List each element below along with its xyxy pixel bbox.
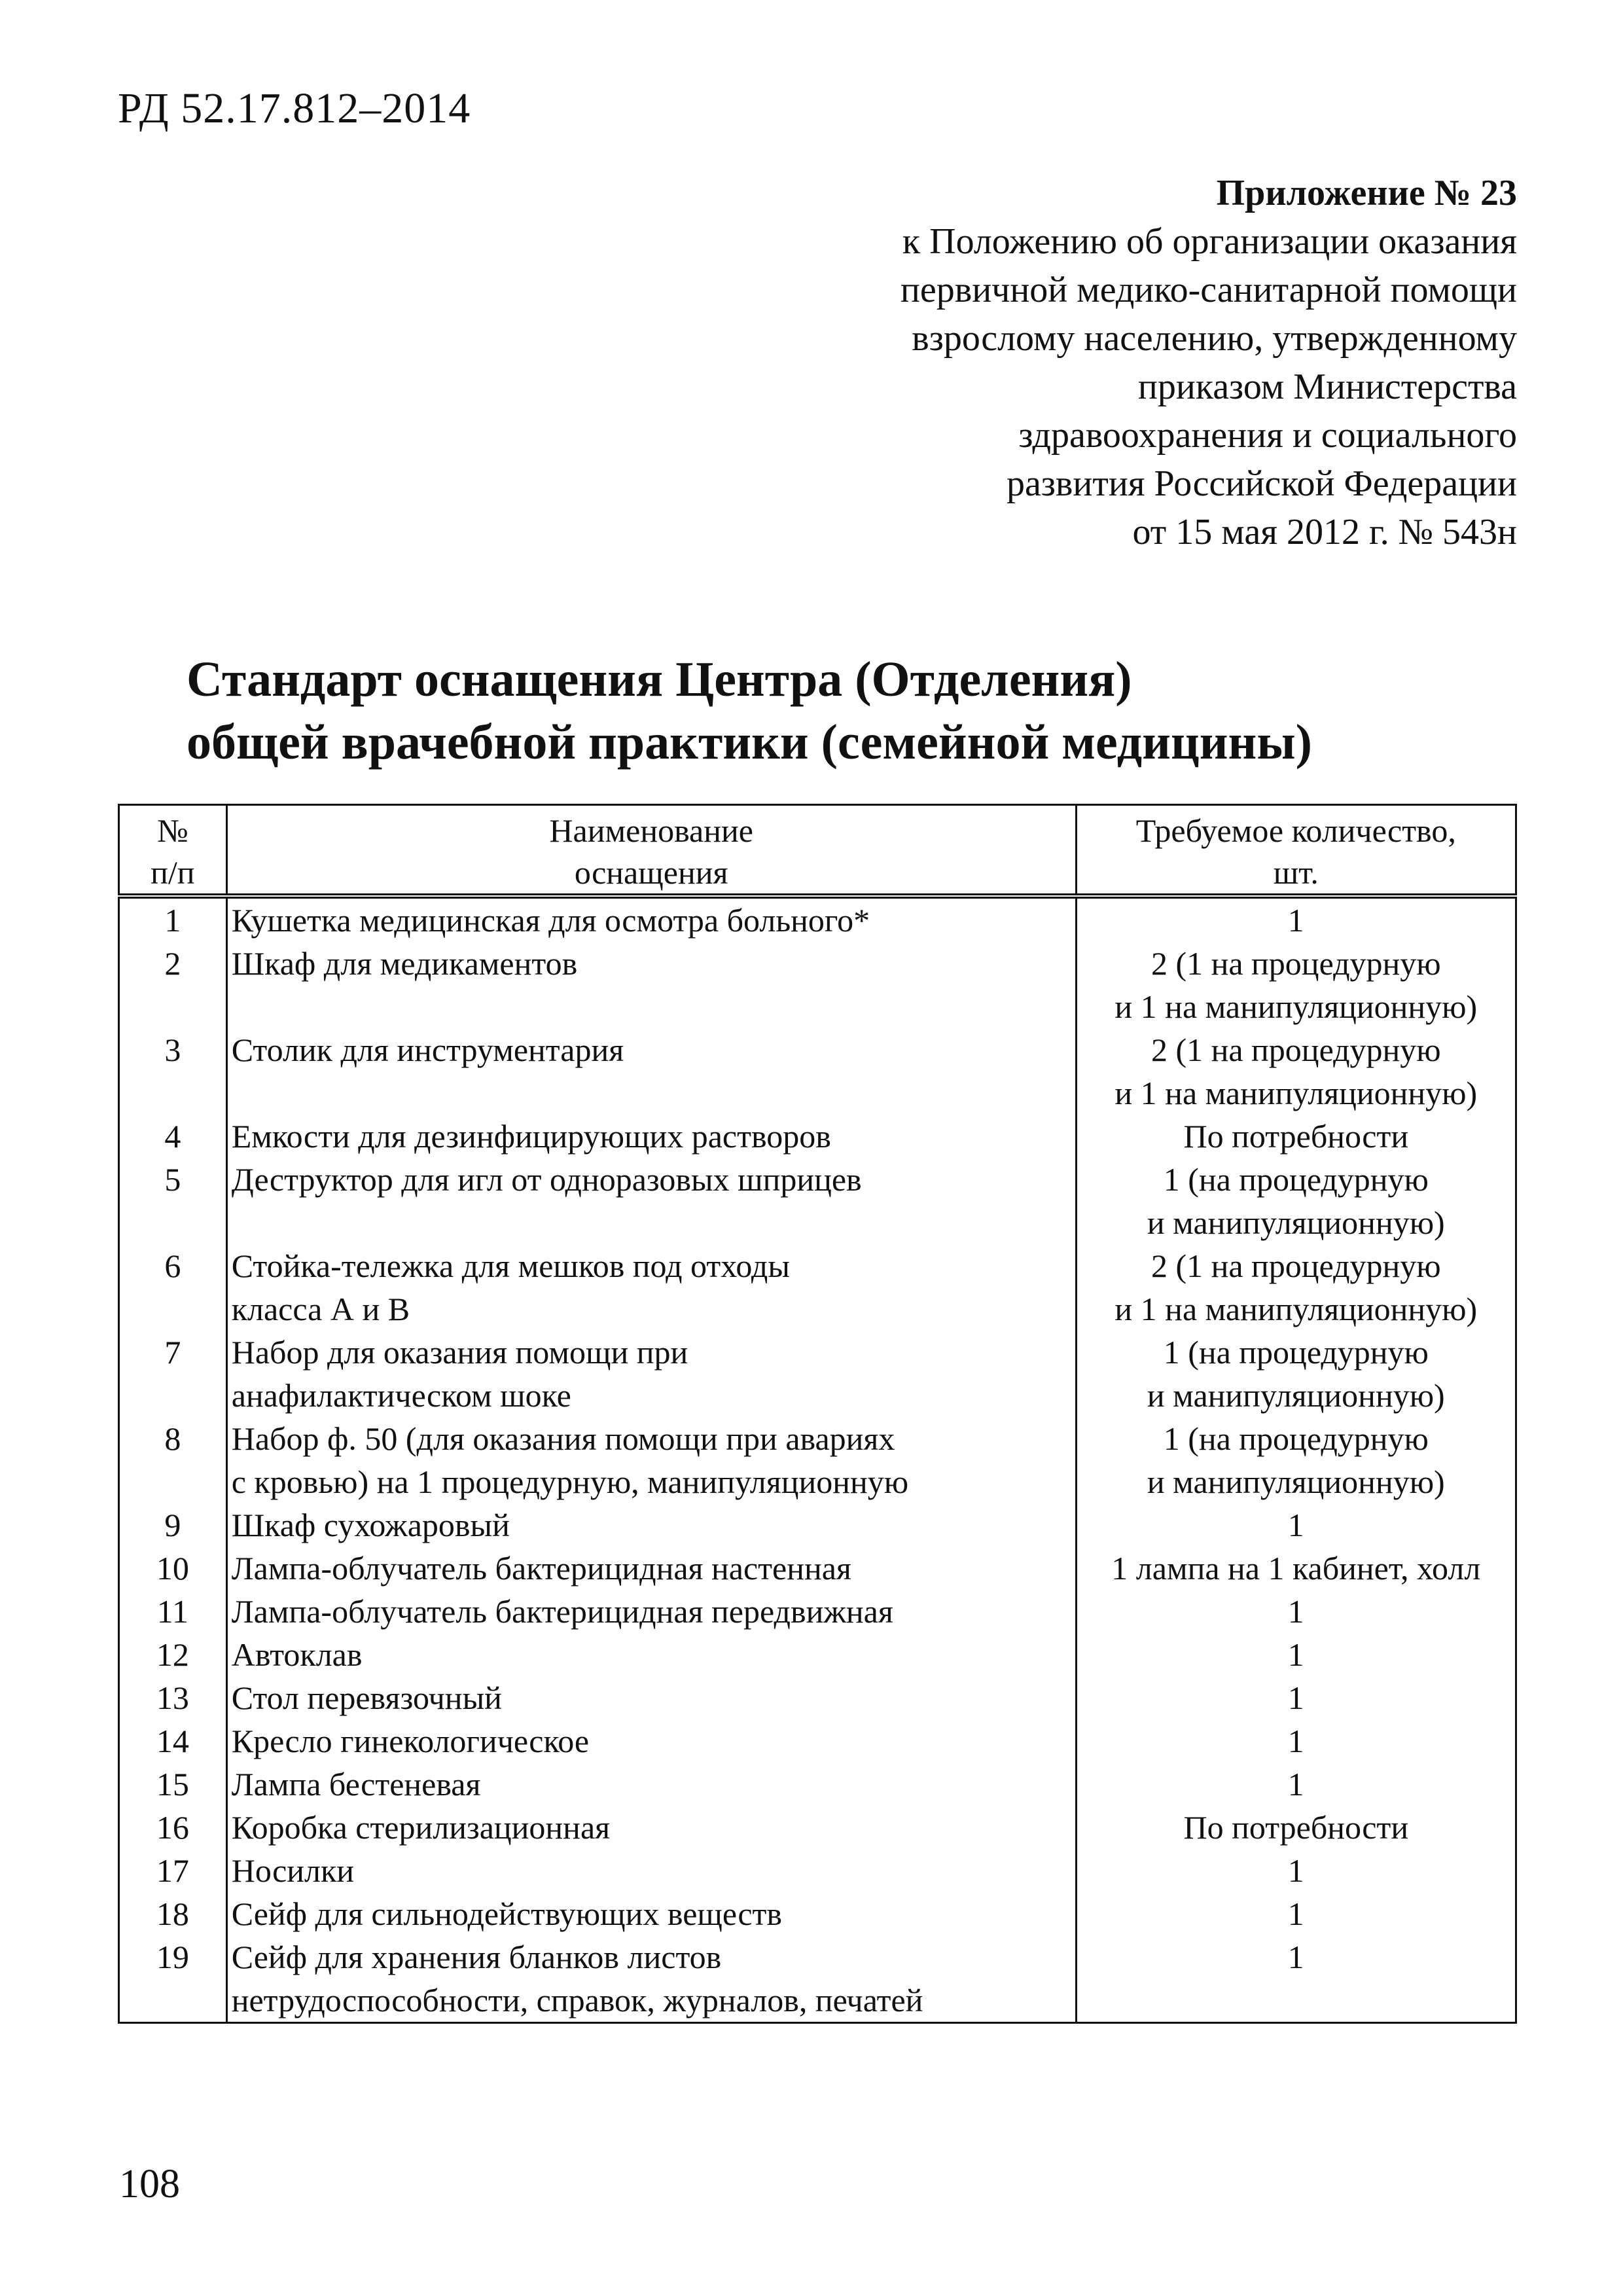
row-number: 18 <box>119 1892 227 1935</box>
row-quantity <box>1076 1806 1516 1849</box>
standard-title-line: общей врачебной практики (семейной медицины) <box>187 715 1312 770</box>
row-number: 16 <box>119 1806 227 1849</box>
table-row <box>119 1503 1516 1547</box>
quantity-line: 1 <box>1287 1939 1304 1975</box>
row-equipment-name <box>226 1028 1076 1115</box>
row-number: 5 <box>119 1158 227 1244</box>
standard-title <box>187 648 1495 774</box>
equipment-name-line: Набор для оказания помощи при <box>231 1334 688 1371</box>
header-quantity-line: шт. <box>1273 854 1319 891</box>
quantity-line: По потребности <box>1183 1118 1409 1155</box>
quantity-line: 1 <box>1287 1852 1304 1889</box>
page-number: 108 <box>119 2162 180 2206</box>
quantity-line: 1 <box>1287 1679 1304 1716</box>
equipment-name-line: Коробка стерилизационная <box>231 1809 611 1846</box>
quantity-line: 1 (на процедурную <box>1163 1334 1429 1371</box>
equipment-name-line: Деструктор для игл от одноразовых шприцев <box>231 1161 862 1198</box>
appendix-line: здравоохранения и социального <box>1018 415 1517 456</box>
header-name-line: оснащения <box>574 854 728 891</box>
table-row <box>119 1849 1516 1892</box>
row-equipment-name <box>226 1590 1076 1633</box>
row-quantity <box>1076 942 1516 1028</box>
quantity-line: 2 (1 на процедурную <box>1150 1247 1441 1284</box>
document-code: РД 52.17.812–2014 <box>118 84 471 132</box>
equipment-name-line: Шкаф для медикаментов <box>231 945 578 982</box>
quantity-line: 2 (1 на процедурную <box>1150 1031 1441 1068</box>
header-number-line: № <box>157 812 188 849</box>
table-row <box>119 896 1516 942</box>
row-number: 15 <box>119 1763 227 1806</box>
appendix-line: приказом Министерства <box>1137 367 1517 407</box>
quantity-line: и манипуляционную) <box>1147 1204 1445 1241</box>
row-number: 3 <box>119 1028 227 1115</box>
row-quantity <box>1076 1115 1516 1158</box>
row-equipment-name <box>226 1763 1076 1806</box>
table-row <box>119 1935 1516 2023</box>
row-number: 13 <box>119 1676 227 1719</box>
quantity-line: 1 (на процедурную <box>1163 1161 1429 1198</box>
quantity-line: 1 (на процедурную <box>1163 1420 1429 1457</box>
row-equipment-name <box>226 1158 1076 1244</box>
table-row <box>119 1244 1516 1331</box>
header-quantity <box>1076 805 1516 897</box>
appendix-line: от 15 мая 2012 г. № 543н <box>1132 512 1517 552</box>
table-body <box>119 896 1516 2023</box>
row-number: 1 <box>119 896 227 942</box>
table-row <box>119 942 1516 1028</box>
row-equipment-name <box>226 1547 1076 1590</box>
table-header-row <box>119 805 1516 897</box>
equipment-name-line: Шкаф сухожаровый <box>231 1507 510 1543</box>
table-row <box>119 1158 1516 1244</box>
row-quantity <box>1076 1158 1516 1244</box>
equipment-name-line: Лампа-облучатель бактерицидная передвижная <box>231 1593 893 1630</box>
header-quantity-line: Требуемое количество, <box>1135 812 1456 849</box>
equipment-name-line: нетрудоспособности, справок, журналов, печатей <box>231 1982 923 2018</box>
row-equipment-name <box>226 1115 1076 1158</box>
row-equipment-name <box>226 1806 1076 1849</box>
equipment-name-line: Кушетка медицинская для осмотра больного* <box>231 902 870 939</box>
quantity-line: 1 <box>1287 1636 1304 1673</box>
row-equipment-name <box>226 1331 1076 1417</box>
header-name-line: Наименование <box>549 812 753 849</box>
row-quantity <box>1076 1590 1516 1633</box>
row-equipment-name <box>226 1417 1076 1503</box>
table-row <box>119 1331 1516 1417</box>
header-number-line: п/п <box>151 854 195 891</box>
row-equipment-name <box>226 896 1076 942</box>
equipment-name-line: анафилактическом шоке <box>231 1377 571 1414</box>
table-row <box>119 1417 1516 1503</box>
appendix-line: первичной медико-санитарной помощи <box>900 270 1517 310</box>
appendix-line: развития Российской Федерации <box>1006 463 1517 504</box>
row-number: 11 <box>119 1590 227 1633</box>
table-row <box>119 1676 1516 1719</box>
row-quantity <box>1076 1028 1516 1115</box>
appendix-line: взрослому населению, утвержденному <box>912 318 1517 359</box>
table-row <box>119 1633 1516 1676</box>
quantity-line: и 1 на манипуляционную) <box>1115 988 1478 1025</box>
header-name <box>226 805 1076 897</box>
equipment-name-line: Столик для инструментария <box>231 1031 624 1068</box>
row-number: 6 <box>119 1244 227 1331</box>
row-quantity <box>1076 1763 1516 1806</box>
row-quantity <box>1076 1892 1516 1935</box>
row-quantity <box>1076 1417 1516 1503</box>
header-number <box>119 805 227 897</box>
row-number: 14 <box>119 1719 227 1763</box>
row-quantity <box>1076 1244 1516 1331</box>
row-quantity <box>1076 1633 1516 1676</box>
equipment-name-line: Кресло гинекологическое <box>231 1723 590 1759</box>
row-quantity <box>1076 1849 1516 1892</box>
equipment-name-line: Сейф для хранения бланков листов <box>231 1939 722 1975</box>
row-number: 17 <box>119 1849 227 1892</box>
row-number: 7 <box>119 1331 227 1417</box>
equipment-name-line: Носилки <box>231 1852 355 1889</box>
quantity-line: 1 <box>1287 1507 1304 1543</box>
row-quantity <box>1076 1331 1516 1417</box>
row-quantity <box>1076 1503 1516 1547</box>
row-quantity <box>1076 1676 1516 1719</box>
row-number: 9 <box>119 1503 227 1547</box>
quantity-line: 1 <box>1287 1723 1304 1759</box>
row-quantity <box>1076 1547 1516 1590</box>
quantity-line: 1 <box>1287 902 1304 939</box>
row-number: 12 <box>119 1633 227 1676</box>
table-row <box>119 1719 1516 1763</box>
equipment-name-line: Сейф для сильнодействующих веществ <box>231 1895 782 1932</box>
row-equipment-name <box>226 1719 1076 1763</box>
equipment-name-line: Стойка-тележка для мешков под отходы <box>231 1247 790 1284</box>
row-number: 10 <box>119 1547 227 1590</box>
standard-title-line: Стандарт оснащения Центра (Отделения) <box>187 652 1132 707</box>
quantity-line: По потребности <box>1183 1809 1409 1846</box>
equipment-name-line: Стол перевязочный <box>231 1679 502 1716</box>
row-equipment-name <box>226 1503 1076 1547</box>
row-equipment-name <box>226 1892 1076 1935</box>
equipment-name-line: класса А и В <box>231 1291 410 1327</box>
appendix-line: к Положению об организации оказания <box>902 221 1517 262</box>
quantity-line: 1 <box>1287 1766 1304 1803</box>
row-equipment-name <box>226 1633 1076 1676</box>
appendix-title: Приложение № 23 <box>1216 173 1517 213</box>
quantity-line: и манипуляционную) <box>1147 1463 1445 1500</box>
row-number: 2 <box>119 942 227 1028</box>
equipment-name-line: Автоклав <box>231 1636 363 1673</box>
row-equipment-name <box>226 1849 1076 1892</box>
row-equipment-name <box>226 1935 1076 2023</box>
quantity-line: 1 <box>1287 1895 1304 1932</box>
table-row <box>119 1028 1516 1115</box>
quantity-line: и 1 на манипуляционную) <box>1115 1291 1478 1327</box>
equipment-name-line: Лампа-облучатель бактерицидная настенная <box>231 1550 851 1587</box>
table-row <box>119 1547 1516 1590</box>
quantity-line: 2 (1 на процедурную <box>1150 945 1441 982</box>
row-number: 8 <box>119 1417 227 1503</box>
equipment-name-line: Набор ф. 50 (для оказания помощи при авариях <box>231 1420 895 1457</box>
table-row <box>119 1806 1516 1849</box>
quantity-line: и 1 на манипуляционную) <box>1115 1075 1478 1111</box>
appendix-block <box>666 169 1517 556</box>
row-quantity <box>1076 1719 1516 1763</box>
row-quantity <box>1076 1935 1516 2023</box>
table-row <box>119 1892 1516 1935</box>
table-row <box>119 1763 1516 1806</box>
table-row <box>119 1590 1516 1633</box>
row-equipment-name <box>226 1676 1076 1719</box>
equipment-name-line: с кровью) на 1 процедурную, манипуляционную <box>231 1463 909 1500</box>
equipment-table <box>118 804 1517 2024</box>
row-number: 19 <box>119 1935 227 2023</box>
quantity-line: и манипуляционную) <box>1147 1377 1445 1414</box>
quantity-line: 1 лампа на 1 кабинет, холл <box>1111 1550 1481 1587</box>
row-quantity <box>1076 896 1516 942</box>
equipment-name-line: Лампа бестеневая <box>231 1766 481 1803</box>
row-equipment-name <box>226 942 1076 1028</box>
row-equipment-name <box>226 1244 1076 1331</box>
row-number: 4 <box>119 1115 227 1158</box>
quantity-line: 1 <box>1287 1593 1304 1630</box>
table-row <box>119 1115 1516 1158</box>
equipment-name-line: Емкости для дезинфицирующих растворов <box>231 1118 831 1155</box>
